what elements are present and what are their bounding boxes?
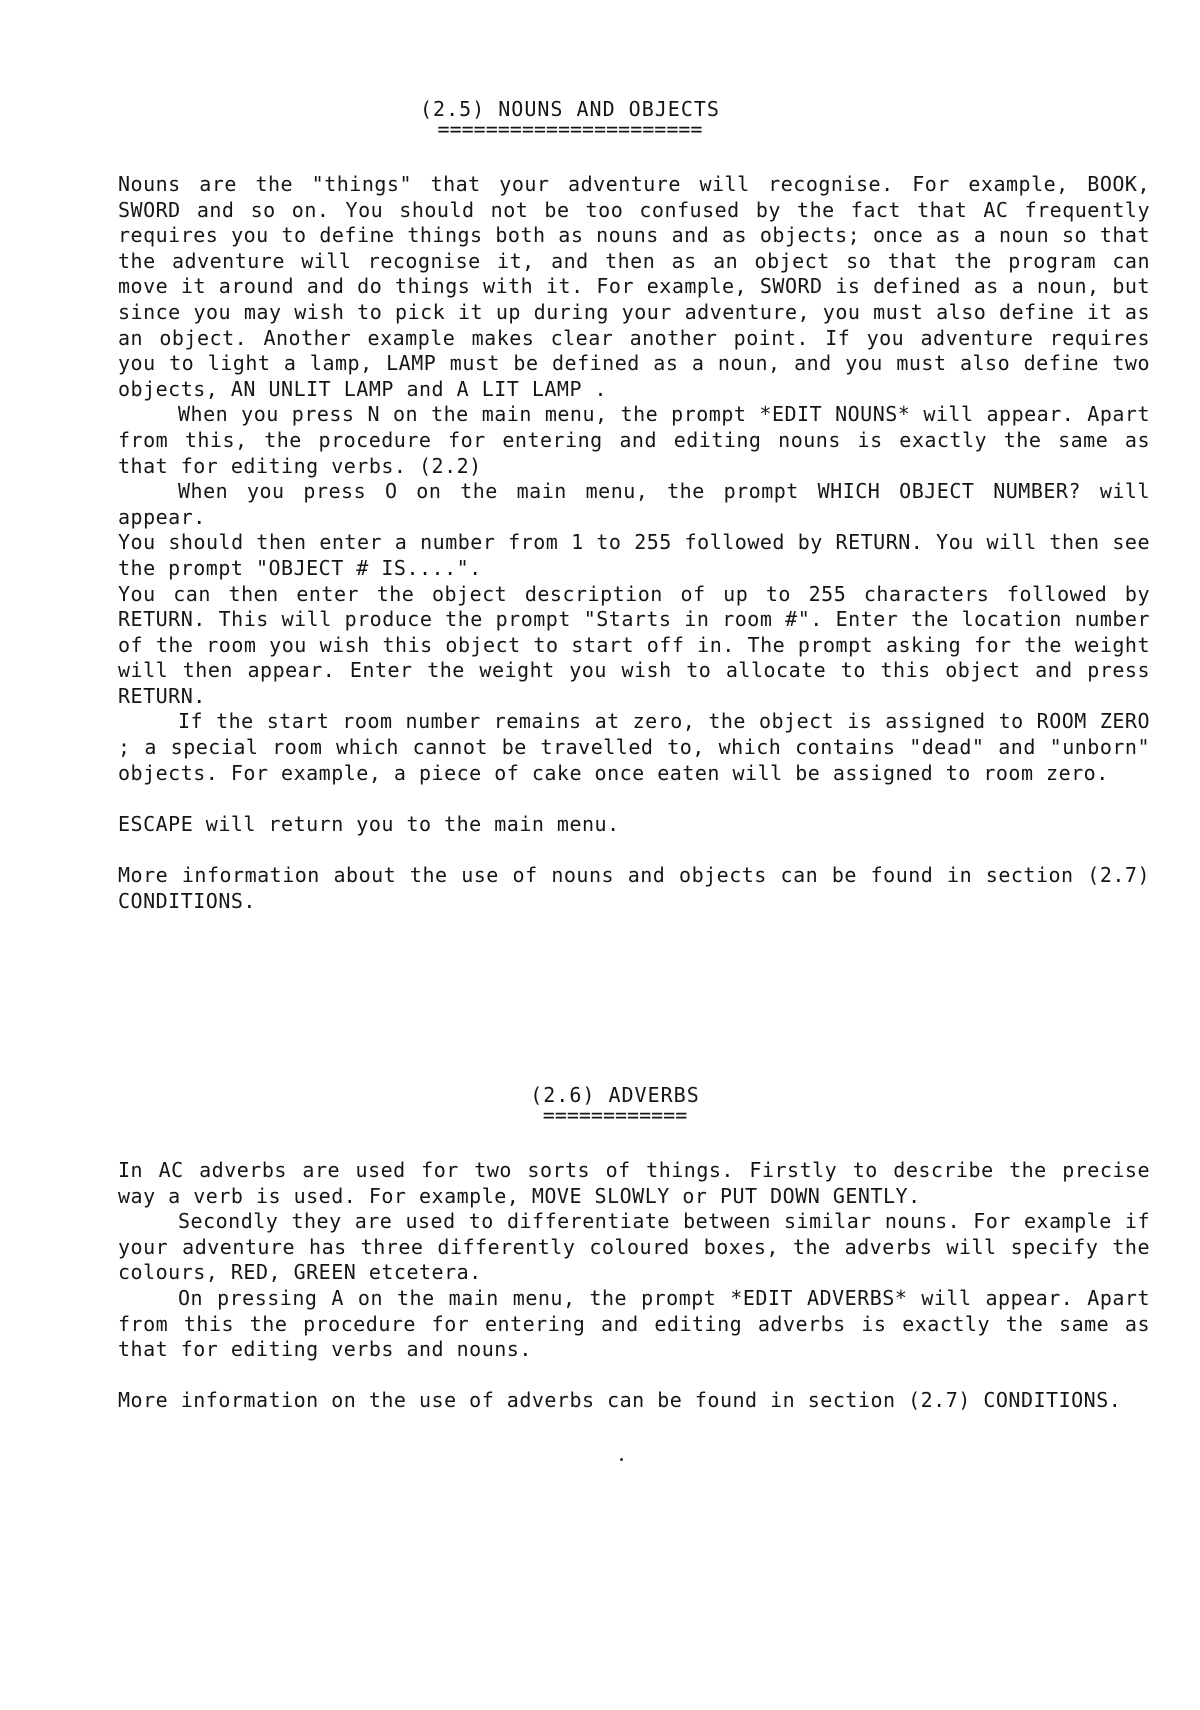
section-2-5-body — [118, 172, 1150, 914]
section-2-6-header — [0, 1082, 1200, 1122]
section-2-6-body — [118, 1158, 1150, 1414]
section-title: (2.6) ADVERBS — [530, 1083, 700, 1107]
paragraph-gap — [118, 1363, 1150, 1389]
paragraph: You should then enter a number from 1 to 255 followed by RETURN. You will then see the prompt "OBJECT # IS....". — [118, 530, 1150, 580]
section-title: (2.5) NOUNS AND OBJECTS — [420, 97, 720, 121]
section-2-5-header — [0, 96, 1200, 136]
paragraph: On pressing A on the main menu, the prompt *EDIT ADVERBS* will appear. Apart from this the procedure for entering and editing adverbs is exactly the same as that for editing verbs and nouns. — [118, 1285, 1150, 1362]
paragraph: Nouns are the "things" that your adventure will recognise. For example, BOOK, SWORD and so on. You should not be too confused by the fact that AC frequently requires you to define things both as nouns and as objects; once as a noun so that the adventure will recognise it, and then as an object so that the program can move it around and do things with it. For example, SWORD is defined as a noun, but since you may wish to pick it up during your adventure, you must also define it as an object. Another example makes clear another point. If you adventure requires you to light a lamp, LAMP must be defined as a noun, and you must also define two objects, AN UNLIT LAMP and A LIT LAMP . — [118, 172, 1150, 401]
paragraph: In AC adverbs are used for two sorts of things. Firstly to describe the precise way a verb is used. For example, MOVE SLOWLY or PUT DOWN GENTLY. — [118, 1158, 1150, 1208]
stray-dot — [620, 1458, 623, 1461]
paragraph: Secondly they are used to differentiate between similar nouns. For example if your adventure has three differently coloured boxes, the adverbs will specify the colours, RED, GREEN etcetera. — [118, 1209, 1150, 1285]
paragraph: More information about the use of nouns and objects can be found in section (2.7) CONDITIONS. — [118, 863, 1150, 913]
paragraph: ESCAPE will return you to the main menu. — [118, 811, 620, 836]
paragraph-gap — [118, 786, 1150, 812]
section-title-underline: ====================== — [437, 122, 703, 136]
paragraph: When you press O on the main menu, the prompt WHICH OBJECT NUMBER? will appear. — [118, 479, 1150, 529]
paragraph-gap — [118, 837, 1150, 863]
section-title-underline: ============ — [542, 1108, 688, 1122]
paragraph: If the start room number remains at zero, the object is assigned to ROOM ZERO ; a special room which cannot be travelled to, which contains "dead" and "unborn" objects. For example, a piece of cake once eaten will be assigned to room zero. — [118, 709, 1150, 785]
paragraph: When you press N on the main menu, the prompt *EDIT NOUNS* will appear. Apart from this, the procedure for entering and editing nouns is exactly the same as that for editing verbs. (2.2) — [118, 402, 1150, 478]
paragraph: More information on the use of adverbs can be found in section (2.7) CONDITIONS. — [118, 1388, 1122, 1413]
paragraph: You can then enter the object description of up to 255 characters followed by RETURN. This will produce the prompt "Starts in room #". Enter the location number of the room you wish this object to start off in. The prompt asking for the weight will then appear. Enter the weight you wish to allocate to this object and press RETURN. — [118, 581, 1150, 708]
